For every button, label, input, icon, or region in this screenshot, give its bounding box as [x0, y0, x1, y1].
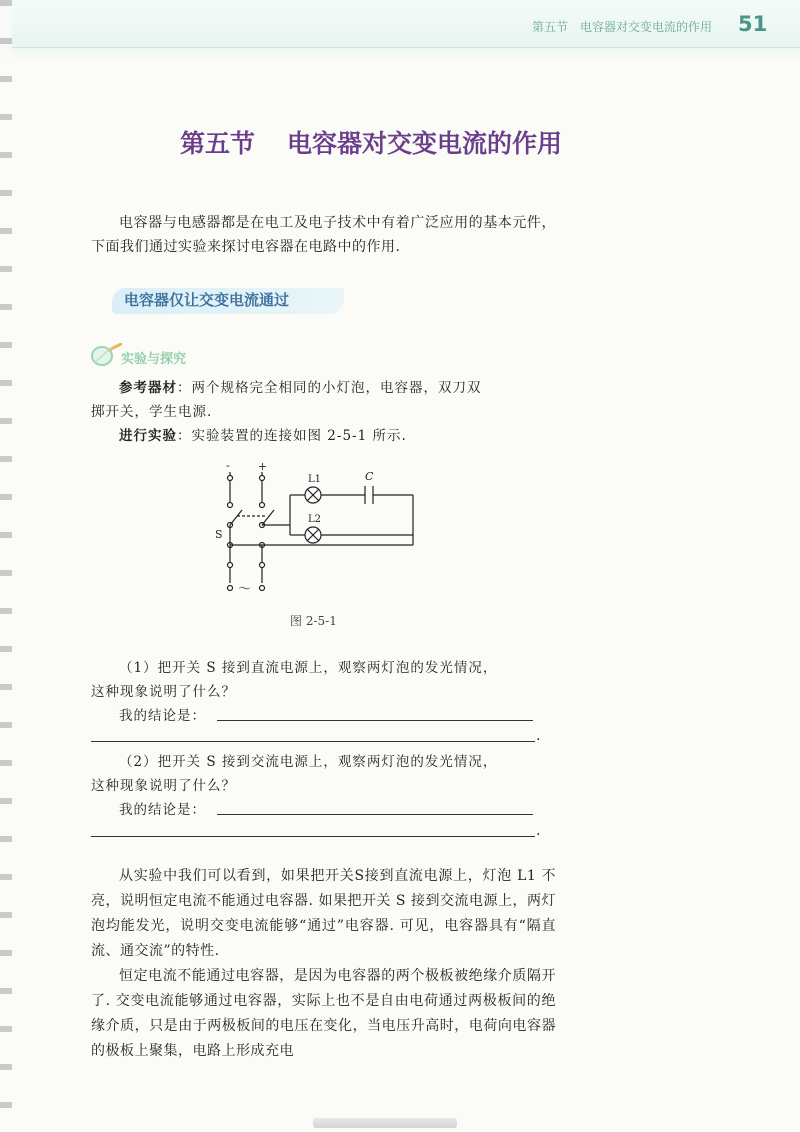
page-title-number: 第五节 [180, 129, 256, 158]
circuit-diagram [205, 460, 425, 600]
procedure-label: 进行实验 [119, 428, 177, 444]
page-title [180, 124, 640, 160]
page-footer-bar [313, 1118, 457, 1128]
dc-plus-label: + [258, 460, 268, 473]
materials-line-1 [119, 377, 482, 399]
subheading-banner [112, 282, 352, 316]
question-2-answer-blank-2[interactable] [91, 836, 535, 837]
question-1-answer-blank-2[interactable] [91, 741, 535, 742]
question-2-line-2: 这种现象说明了什么？ [91, 778, 236, 794]
materials-label: 参考器材 [119, 380, 177, 396]
question-2-answer-blank-1[interactable] [217, 814, 533, 815]
explore-label: 实验与探究 [121, 352, 187, 367]
dc-minus-label: - [226, 460, 230, 472]
body-paragraph-2: 恒定电流不能通过电容器，是因为电容器的两个极板被绝缘介质隔开了. 交变电流能够通过电容器，实际上也不是自由电荷通过两极板间的绝缘介质，只是由于两极板间的电压在变化，当电压升高时，电荷向电容器的极板上聚集，电路上形成充电 [91, 968, 556, 1059]
switch-label: S [215, 528, 223, 541]
header-divider [0, 47, 800, 48]
magnifier-icon [90, 343, 122, 369]
capacitor-label: C [365, 470, 374, 483]
lamp-1-label: L1 [308, 474, 322, 485]
procedure-line [119, 425, 407, 447]
intro-paragraph: 电容器与电感器都是在电工及电子技术中有着广泛应用的基本元件，下面我们通过实验来探讨电容器在电路中的作用. [91, 215, 556, 255]
materials-text-1: ：两个规格完全相同的小灯泡，电容器，双刀双 [177, 380, 482, 396]
question-1-answer-label: 我的结论是： [119, 708, 206, 724]
question-2-line-1: （2）把开关 S 接到交流电源上，观察两灯泡的发光情况， [119, 754, 498, 770]
binding-edge [0, 0, 12, 1132]
figure-caption: 图 2-5-1 [290, 614, 337, 628]
switch-blade-2 [262, 510, 274, 525]
running-head-section: 第五节 [532, 20, 569, 34]
switch-blade-1 [230, 510, 242, 525]
subheading-text: 电容器仅让交变电流通过 [124, 291, 290, 309]
lamp-2-label: L2 [308, 514, 322, 525]
running-head-title: 电容器对交变电流的作用 [580, 20, 713, 34]
question-2-answer-label: 我的结论是： [119, 802, 206, 818]
question-1-answer-blank-1[interactable] [217, 720, 533, 721]
page-number: 51 [738, 12, 768, 36]
procedure-text: ：实验装置的连接如图 2-5-1 所示. [177, 428, 407, 444]
question-1-line-2: 这种现象说明了什么？ [91, 684, 236, 700]
page-title-text: 电容器对交变电流的作用 [287, 129, 563, 158]
running-head [532, 18, 724, 38]
materials-line-2: 掷开关，学生电源. [91, 404, 213, 420]
question-2-end-mark: . [536, 823, 541, 839]
question-1-end-mark: . [536, 728, 541, 744]
body-paragraph-1: 从实验中我们可以看到，如果把开关S接到直流电源上，灯泡 L1 不亮，说明恒定电流不能通过电容器. 如果把开关 S 接到交流电源上，两灯泡均能发光，说明交变电流能够“通过”电容器. 可见，电容器具有“隔直流、通交流”的特性. [91, 868, 556, 959]
ac-symbol: ～ [238, 582, 252, 597]
question-1-line-1: （1）把开关 S 接到直流电源上，观察两灯泡的发光情况， [119, 660, 498, 676]
